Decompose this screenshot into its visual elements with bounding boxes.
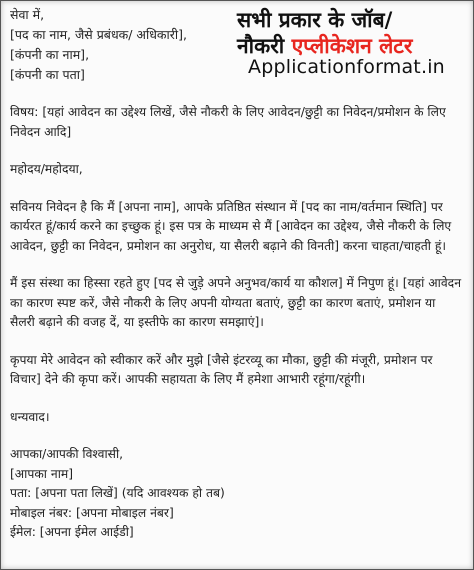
- headline-line-2-black: नौकरी: [237, 34, 292, 58]
- headline-line-1: सभी प्रकार के जॉब/: [237, 8, 393, 32]
- letter-body: [10, 103, 464, 543]
- address-line: [कंपनी का नाम],: [10, 47, 90, 62]
- paragraph-1: सविनय निवेदन है कि मैं [अपना नाम], आपके प्रतिष्ठित संस्थान में [पद का नाम/वर्तमान स्थिति] पर कार्यरत हूं/कार्य करने का इच्छुक हूं। इस पत्र के माध्यम से मैं [आवेदन का उद्देश्य, जैसे नौकरी के लिए आवेदन, छुट्टी का निवेदन, प्रमोशन का अनुरोध, या सैलरी बढ़ाने की विनती] करना चाहता/चाहती हूं।: [10, 199, 452, 253]
- subject-line: विषय: [यहां आवेदन का उद्देश्य लिखें, जैसे नौकरी के लिए आवेदन/छुट्टी का निवेदन/प्रमोशन के लिए निवेदन आदि]: [10, 105, 446, 139]
- closing: धन्यवाद।: [10, 409, 50, 424]
- recipient-address: [10, 5, 187, 85]
- address-line: सेवा में,: [10, 7, 45, 22]
- address-line: [पद का नाम, जैसे प्रबंधक/ अधिकारी],: [10, 27, 187, 42]
- paragraph-3: कृपया मेरे आवेदन को स्वीकार करें और मुझे [जैसे इंटरव्यू का मौका, छुट्टी की मंजूरी, प्रमोशन पर विचार] देने की कृपा करें। आपकी सहायता के लिए मैं हमेशा आभारी रहूंगा/रहूंगी।: [10, 352, 433, 386]
- signature-block: [10, 445, 464, 543]
- salutation: महोदय/महोदया,: [10, 162, 83, 176]
- paragraph-2: मैं इस संस्था का हिस्सा रहते हुए [पद से जुड़े अपने अनुभव/कार्य या कौशल] में निपुण हूं। [यहां आवेदन का कारण स्पष्ट करें, जैसे नौकरी के लिए अपनी योग्यता बताएं, छुट्टी का कारण बताएं, प्रमोशन या सैलरी बढ़ाने की वजह दें, या इस्तीफे का कारण समझाएं]।: [10, 276, 462, 329]
- signature-line: पता: [अपना पता लिखें] (यदि आवश्यक हो तब): [10, 486, 225, 500]
- signature-line: [आपका नाम]: [10, 466, 74, 481]
- signature-line: आपका/आपकी विश्वासी,: [10, 447, 124, 461]
- address-line: [कंपनी का पता]: [10, 67, 85, 82]
- signature-line: ईमेल: [अपना ईमेल आईडी]: [10, 525, 134, 539]
- headline-line-2-red: एप्लीकेशन लेटर: [291, 34, 413, 58]
- signature-line: मोबाइल नंबर: [अपना मोबाइल नंबर]: [10, 505, 174, 520]
- headline: [237, 7, 465, 59]
- site-name: Applicationformat.in: [248, 56, 445, 78]
